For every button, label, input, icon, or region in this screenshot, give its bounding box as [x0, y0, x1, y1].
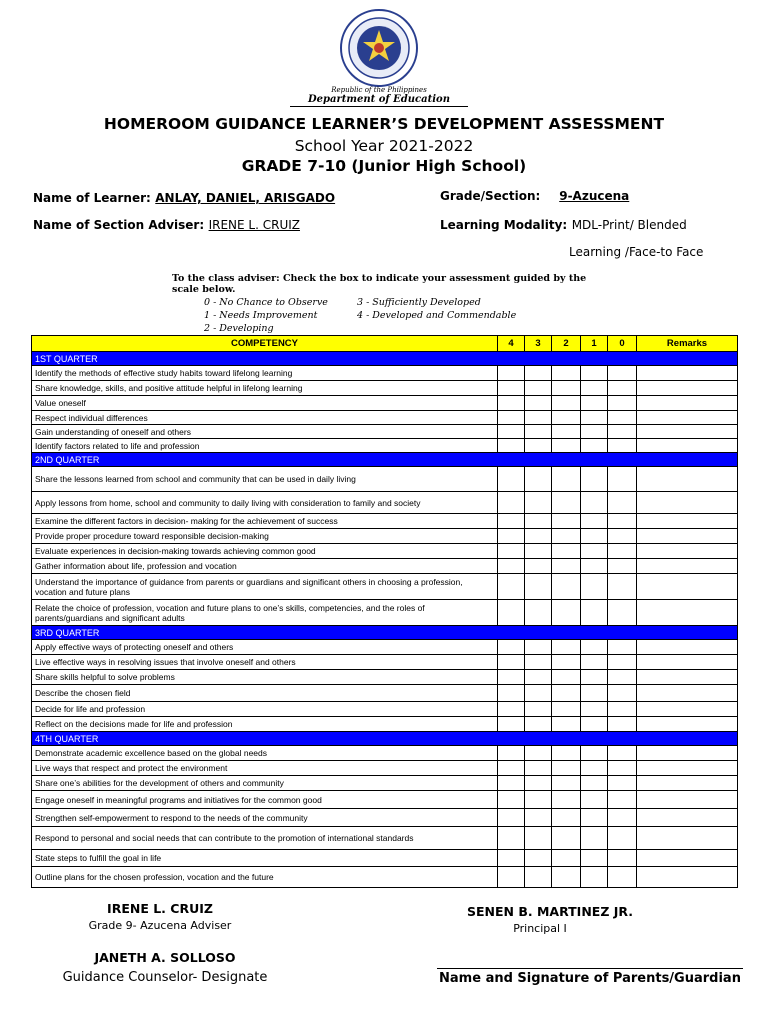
score-1-checkbox[interactable]	[581, 746, 608, 761]
competency-row	[32, 850, 738, 867]
score-1-checkbox[interactable]	[581, 425, 608, 439]
competency-text: Describe the chosen field	[32, 685, 498, 702]
score-0-checkbox[interactable]	[608, 381, 637, 396]
adviser-row	[33, 216, 300, 234]
remarks-cell[interactable]	[637, 702, 738, 717]
score-0-checkbox[interactable]	[608, 670, 637, 685]
competency-row	[32, 867, 738, 888]
score-4-checkbox[interactable]	[498, 776, 525, 791]
score-3-checkbox[interactable]	[525, 492, 552, 514]
score-4-checkbox[interactable]	[498, 492, 525, 514]
header-score-1: 1	[581, 336, 608, 352]
score-4-checkbox[interactable]	[498, 439, 525, 453]
score-2-checkbox[interactable]	[552, 655, 581, 670]
score-0-checkbox[interactable]	[608, 850, 637, 867]
competency-row	[32, 439, 738, 453]
score-3-checkbox[interactable]	[525, 544, 552, 559]
adviser-label: Name of Section Adviser:	[33, 218, 205, 232]
score-4-checkbox[interactable]	[498, 574, 525, 600]
competency-text: Live ways that respect and protect the environment	[32, 761, 498, 776]
score-0-checkbox[interactable]	[608, 467, 637, 492]
score-3-checkbox[interactable]	[525, 867, 552, 888]
competency-text: Reflect on the decisions made for life and profession	[32, 717, 498, 732]
score-4-checkbox[interactable]	[498, 850, 525, 867]
remarks-cell[interactable]	[637, 411, 738, 425]
competency-text: Identify factors related to life and profession	[32, 439, 498, 453]
score-2-checkbox[interactable]	[552, 685, 581, 702]
score-0-checkbox[interactable]	[608, 827, 637, 850]
score-1-checkbox[interactable]	[581, 467, 608, 492]
header-remarks: Remarks	[637, 336, 738, 352]
remarks-cell[interactable]	[637, 366, 738, 381]
score-1-checkbox[interactable]	[581, 559, 608, 574]
remarks-cell[interactable]	[637, 381, 738, 396]
score-3-checkbox[interactable]	[525, 366, 552, 381]
learner-name-row	[33, 189, 335, 207]
header-score-4: 4	[498, 336, 525, 352]
score-4-checkbox[interactable]	[498, 867, 525, 888]
score-3-checkbox[interactable]	[525, 685, 552, 702]
score-2-checkbox[interactable]	[552, 492, 581, 514]
remarks-cell[interactable]	[637, 761, 738, 776]
scale-3: 3 - Sufficiently Developed	[357, 297, 481, 308]
competency-text: Share one’s abilities for the development of others and community	[32, 776, 498, 791]
parent-signature-line	[437, 968, 743, 969]
remarks-cell[interactable]	[637, 574, 738, 600]
score-1-checkbox[interactable]	[581, 655, 608, 670]
score-0-checkbox[interactable]	[608, 746, 637, 761]
remarks-cell[interactable]	[637, 867, 738, 888]
competency-row	[32, 827, 738, 850]
score-2-checkbox[interactable]	[552, 600, 581, 626]
score-1-checkbox[interactable]	[581, 640, 608, 655]
competency-text: Apply effective ways of protecting oneself and others	[32, 640, 498, 655]
score-3-checkbox[interactable]	[525, 702, 552, 717]
score-1-checkbox[interactable]	[581, 776, 608, 791]
score-2-checkbox[interactable]	[552, 425, 581, 439]
score-0-checkbox[interactable]	[608, 529, 637, 544]
department-text: Department of Education	[290, 94, 468, 107]
scale-1: 1 - Needs Improvement	[204, 310, 318, 321]
score-0-checkbox[interactable]	[608, 640, 637, 655]
score-2-checkbox[interactable]	[552, 791, 581, 809]
score-2-checkbox[interactable]	[552, 827, 581, 850]
header-competency: COMPETENCY	[32, 336, 498, 352]
competency-row	[32, 670, 738, 685]
competency-row	[32, 761, 738, 776]
score-0-checkbox[interactable]	[608, 411, 637, 425]
adviser-signature-name: IRENE L. CRUIZ	[107, 901, 213, 916]
score-3-checkbox[interactable]	[525, 467, 552, 492]
score-3-checkbox[interactable]	[525, 574, 552, 600]
score-2-checkbox[interactable]	[552, 717, 581, 732]
modality-label: Learning Modality:	[440, 218, 568, 232]
competency-text: Outline plans for the chosen profession, vocation and the future	[32, 867, 498, 888]
score-1-checkbox[interactable]	[581, 600, 608, 626]
remarks-cell[interactable]	[637, 600, 738, 626]
competency-row	[32, 655, 738, 670]
score-4-checkbox[interactable]	[498, 655, 525, 670]
header-score-2: 2	[552, 336, 581, 352]
competency-text: Share the lessons learned from school and community that can be used in daily living	[32, 467, 498, 492]
competency-row	[32, 544, 738, 559]
competency-row	[32, 467, 738, 492]
grade-section: 9-Azucena	[559, 189, 630, 203]
score-2-checkbox[interactable]	[552, 529, 581, 544]
score-0-checkbox[interactable]	[608, 600, 637, 626]
score-3-checkbox[interactable]	[525, 850, 552, 867]
score-1-checkbox[interactable]	[581, 492, 608, 514]
quarter-label: 1ST QUARTER	[32, 352, 738, 366]
score-0-checkbox[interactable]	[608, 559, 637, 574]
competency-text: Examine the different factors in decision- making for the achievement of success	[32, 514, 498, 529]
score-3-checkbox[interactable]	[525, 717, 552, 732]
competency-text: Decide for life and profession	[32, 702, 498, 717]
score-1-checkbox[interactable]	[581, 381, 608, 396]
competency-row	[32, 809, 738, 827]
remarks-cell[interactable]	[637, 514, 738, 529]
adviser-signature-role: Grade 9- Azucena Adviser	[88, 919, 232, 932]
score-3-checkbox[interactable]	[525, 411, 552, 425]
score-1-checkbox[interactable]	[581, 529, 608, 544]
score-4-checkbox[interactable]	[498, 640, 525, 655]
score-2-checkbox[interactable]	[552, 514, 581, 529]
principal-role: Principal I	[513, 922, 567, 935]
score-4-checkbox[interactable]	[498, 827, 525, 850]
score-3-checkbox[interactable]	[525, 559, 552, 574]
competency-text: Gain understanding of oneself and others	[32, 425, 498, 439]
score-4-checkbox[interactable]	[498, 761, 525, 776]
score-1-checkbox[interactable]	[581, 685, 608, 702]
score-4-checkbox[interactable]	[498, 425, 525, 439]
score-4-checkbox[interactable]	[498, 396, 525, 411]
header-score-3: 3	[525, 336, 552, 352]
score-3-checkbox[interactable]	[525, 514, 552, 529]
remarks-cell[interactable]	[637, 746, 738, 761]
competency-row	[32, 640, 738, 655]
competency-row	[32, 492, 738, 514]
learner-name-label: Name of Learner:	[33, 191, 151, 205]
score-1-checkbox[interactable]	[581, 670, 608, 685]
score-3-checkbox[interactable]	[525, 746, 552, 761]
competency-text: Respond to personal and social needs that can contribute to the promotion of international standards	[32, 827, 498, 850]
score-2-checkbox[interactable]	[552, 761, 581, 776]
score-2-checkbox[interactable]	[552, 467, 581, 492]
score-4-checkbox[interactable]	[498, 381, 525, 396]
score-0-checkbox[interactable]	[608, 685, 637, 702]
remarks-cell[interactable]	[637, 791, 738, 809]
score-1-checkbox[interactable]	[581, 574, 608, 600]
score-3-checkbox[interactable]	[525, 600, 552, 626]
score-1-checkbox[interactable]	[581, 514, 608, 529]
competency-row	[32, 366, 738, 381]
score-4-checkbox[interactable]	[498, 600, 525, 626]
score-1-checkbox[interactable]	[581, 702, 608, 717]
score-1-checkbox[interactable]	[581, 791, 608, 809]
remarks-cell[interactable]	[637, 467, 738, 492]
score-4-checkbox[interactable]	[498, 670, 525, 685]
competency-text: Demonstrate academic excellence based on the global needs	[32, 746, 498, 761]
score-1-checkbox[interactable]	[581, 396, 608, 411]
competency-row	[32, 574, 738, 600]
score-2-checkbox[interactable]	[552, 544, 581, 559]
school-year: School Year 2021-2022	[294, 137, 474, 155]
competency-text: Relate the choice of profession, vocation and future plans to one’s skills, competencies, and the roles of parents/guardians and significant adults	[32, 600, 498, 626]
competency-text: Identify the methods of effective study habits toward lifelong learning	[32, 366, 498, 381]
score-0-checkbox[interactable]	[608, 514, 637, 529]
score-3-checkbox[interactable]	[525, 381, 552, 396]
score-4-checkbox[interactable]	[498, 702, 525, 717]
competency-row	[32, 746, 738, 761]
score-3-checkbox[interactable]	[525, 809, 552, 827]
score-3-checkbox[interactable]	[525, 791, 552, 809]
assessment-table	[31, 335, 738, 888]
score-3-checkbox[interactable]	[525, 827, 552, 850]
score-3-checkbox[interactable]	[525, 761, 552, 776]
score-1-checkbox[interactable]	[581, 439, 608, 453]
remarks-cell[interactable]	[637, 492, 738, 514]
score-4-checkbox[interactable]	[498, 467, 525, 492]
competency-row	[32, 396, 738, 411]
score-0-checkbox[interactable]	[608, 366, 637, 381]
grade-level: GRADE 7-10 (Junior High School)	[241, 157, 527, 175]
score-2-checkbox[interactable]	[552, 809, 581, 827]
remarks-cell[interactable]	[637, 439, 738, 453]
score-2-checkbox[interactable]	[552, 396, 581, 411]
score-1-checkbox[interactable]	[581, 867, 608, 888]
grade-section-row	[440, 187, 629, 205]
competency-text: Live effective ways in resolving issues that involve oneself and others	[32, 655, 498, 670]
score-2-checkbox[interactable]	[552, 776, 581, 791]
score-4-checkbox[interactable]	[498, 514, 525, 529]
competency-row	[32, 381, 738, 396]
remarks-cell[interactable]	[637, 529, 738, 544]
score-1-checkbox[interactable]	[581, 717, 608, 732]
score-0-checkbox[interactable]	[608, 544, 637, 559]
competency-text: State steps to fulfill the goal in life	[32, 850, 498, 867]
parent-signature-label: Name and Signature of Parents/Guardian	[439, 971, 741, 986]
learner-name: ANLAY, DANIEL, ARISGADO	[155, 191, 336, 205]
score-2-checkbox[interactable]	[552, 411, 581, 425]
competency-row	[32, 685, 738, 702]
score-2-checkbox[interactable]	[552, 670, 581, 685]
principal-name: SENEN B. MARTINEZ JR.	[466, 904, 633, 919]
competency-text: Provide proper procedure toward responsible decision-making	[32, 529, 498, 544]
adviser-name: IRENE L. CRUIZ	[208, 218, 300, 232]
score-4-checkbox[interactable]	[498, 685, 525, 702]
remarks-cell[interactable]	[637, 544, 738, 559]
score-0-checkbox[interactable]	[608, 655, 637, 670]
remarks-cell[interactable]	[637, 776, 738, 791]
score-1-checkbox[interactable]	[581, 809, 608, 827]
score-4-checkbox[interactable]	[498, 411, 525, 425]
score-1-checkbox[interactable]	[581, 827, 608, 850]
score-3-checkbox[interactable]	[525, 640, 552, 655]
score-3-checkbox[interactable]	[525, 425, 552, 439]
score-3-checkbox[interactable]	[525, 439, 552, 453]
score-0-checkbox[interactable]	[608, 702, 637, 717]
score-2-checkbox[interactable]	[552, 850, 581, 867]
quarter-label: 2ND QUARTER	[32, 453, 738, 467]
counselor-role: Guidance Counselor- Designate	[62, 970, 268, 985]
remarks-cell[interactable]	[637, 809, 738, 827]
quarter-label: 3RD QUARTER	[32, 626, 738, 640]
competency-row	[32, 776, 738, 791]
remarks-cell[interactable]	[637, 717, 738, 732]
document-title: HOMEROOM GUIDANCE LEARNER’S DEVELOPMENT ASSESSMENT	[103, 115, 665, 133]
quarter-header-row	[32, 626, 738, 640]
score-2-checkbox[interactable]	[552, 439, 581, 453]
scale-0: 0 - No Chance to Observe	[204, 297, 328, 308]
competency-row	[32, 514, 738, 529]
scale-2: 2 - Developing	[204, 323, 274, 333]
score-2-checkbox[interactable]	[552, 867, 581, 888]
competency-row	[32, 702, 738, 717]
score-0-checkbox[interactable]	[608, 439, 637, 453]
remarks-cell[interactable]	[637, 827, 738, 850]
competency-row	[32, 411, 738, 425]
score-4-checkbox[interactable]	[498, 746, 525, 761]
header-score-0: 0	[608, 336, 637, 352]
score-1-checkbox[interactable]	[581, 544, 608, 559]
competency-row	[32, 559, 738, 574]
competency-row	[32, 529, 738, 544]
score-1-checkbox[interactable]	[581, 850, 608, 867]
score-2-checkbox[interactable]	[552, 746, 581, 761]
score-0-checkbox[interactable]	[608, 574, 637, 600]
score-4-checkbox[interactable]	[498, 529, 525, 544]
instructions-text: To the class adviser: Check the box to indicate your assessment guided by the scale below.	[172, 273, 587, 295]
score-1-checkbox[interactable]	[581, 411, 608, 425]
modality-value: MDL-Print/ Blended	[571, 218, 687, 232]
score-3-checkbox[interactable]	[525, 396, 552, 411]
remarks-cell[interactable]	[637, 425, 738, 439]
score-2-checkbox[interactable]	[552, 702, 581, 717]
remarks-cell[interactable]	[637, 655, 738, 670]
competency-text: Respect individual differences	[32, 411, 498, 425]
quarter-header-row	[32, 352, 738, 366]
quarter-header-row	[32, 453, 738, 467]
competency-text: Value oneself	[32, 396, 498, 411]
scale-4: 4 - Developed and Commendable	[357, 310, 517, 321]
remarks-cell[interactable]	[637, 850, 738, 867]
score-0-checkbox[interactable]	[608, 717, 637, 732]
score-3-checkbox[interactable]	[525, 670, 552, 685]
table-header-row	[32, 336, 738, 352]
modality-row	[440, 216, 687, 234]
score-0-checkbox[interactable]	[608, 809, 637, 827]
score-0-checkbox[interactable]	[608, 396, 637, 411]
competency-row	[32, 717, 738, 732]
score-1-checkbox[interactable]	[581, 761, 608, 776]
score-0-checkbox[interactable]	[608, 761, 637, 776]
score-3-checkbox[interactable]	[525, 776, 552, 791]
score-3-checkbox[interactable]	[525, 529, 552, 544]
score-4-checkbox[interactable]	[498, 717, 525, 732]
remarks-cell[interactable]	[637, 640, 738, 655]
remarks-cell[interactable]	[637, 685, 738, 702]
quarter-header-row	[32, 732, 738, 746]
republic-text: Republic of the Philippines	[331, 86, 427, 94]
score-4-checkbox[interactable]	[498, 366, 525, 381]
score-0-checkbox[interactable]	[608, 425, 637, 439]
remarks-cell[interactable]	[637, 559, 738, 574]
competency-text: Evaluate experiences in decision-making towards achieving common good	[32, 544, 498, 559]
competency-text: Share knowledge, skills, and positive attitude helpful in lifelong learning	[32, 381, 498, 396]
score-0-checkbox[interactable]	[608, 776, 637, 791]
competency-text: Strengthen self-empowerment to respond to the needs of the community	[32, 809, 498, 827]
quarter-label: 4TH QUARTER	[32, 732, 738, 746]
score-0-checkbox[interactable]	[608, 492, 637, 514]
remarks-cell[interactable]	[637, 670, 738, 685]
competency-row	[32, 791, 738, 809]
competency-row	[32, 425, 738, 439]
competency-text: Share skills helpful to solve problems	[32, 670, 498, 685]
score-4-checkbox[interactable]	[498, 544, 525, 559]
counselor-name: JANETH A. SOLLOSO	[94, 950, 236, 965]
grade-section-label: Grade/Section:	[440, 189, 541, 203]
score-4-checkbox[interactable]	[498, 559, 525, 574]
score-2-checkbox[interactable]	[552, 366, 581, 381]
score-2-checkbox[interactable]	[552, 640, 581, 655]
modality-continued: Learning /Face-to Face	[569, 245, 704, 259]
score-2-checkbox[interactable]	[552, 559, 581, 574]
score-0-checkbox[interactable]	[608, 867, 637, 888]
score-2-checkbox[interactable]	[552, 574, 581, 600]
score-4-checkbox[interactable]	[498, 809, 525, 827]
competency-text: Engage oneself in meaningful programs and initiatives for the common good	[32, 791, 498, 809]
competency-text: Gather information about life, profession and vocation	[32, 559, 498, 574]
competency-text: Understand the importance of guidance from parents or guardians and significant others in choosing a profession, vocation and future plans	[32, 574, 498, 600]
score-3-checkbox[interactable]	[525, 655, 552, 670]
score-2-checkbox[interactable]	[552, 381, 581, 396]
remarks-cell[interactable]	[637, 396, 738, 411]
score-1-checkbox[interactable]	[581, 366, 608, 381]
competency-row	[32, 600, 738, 626]
score-0-checkbox[interactable]	[608, 791, 637, 809]
competency-text: Apply lessons from home, school and community to daily living with consideration to family and society	[32, 492, 498, 514]
score-4-checkbox[interactable]	[498, 791, 525, 809]
